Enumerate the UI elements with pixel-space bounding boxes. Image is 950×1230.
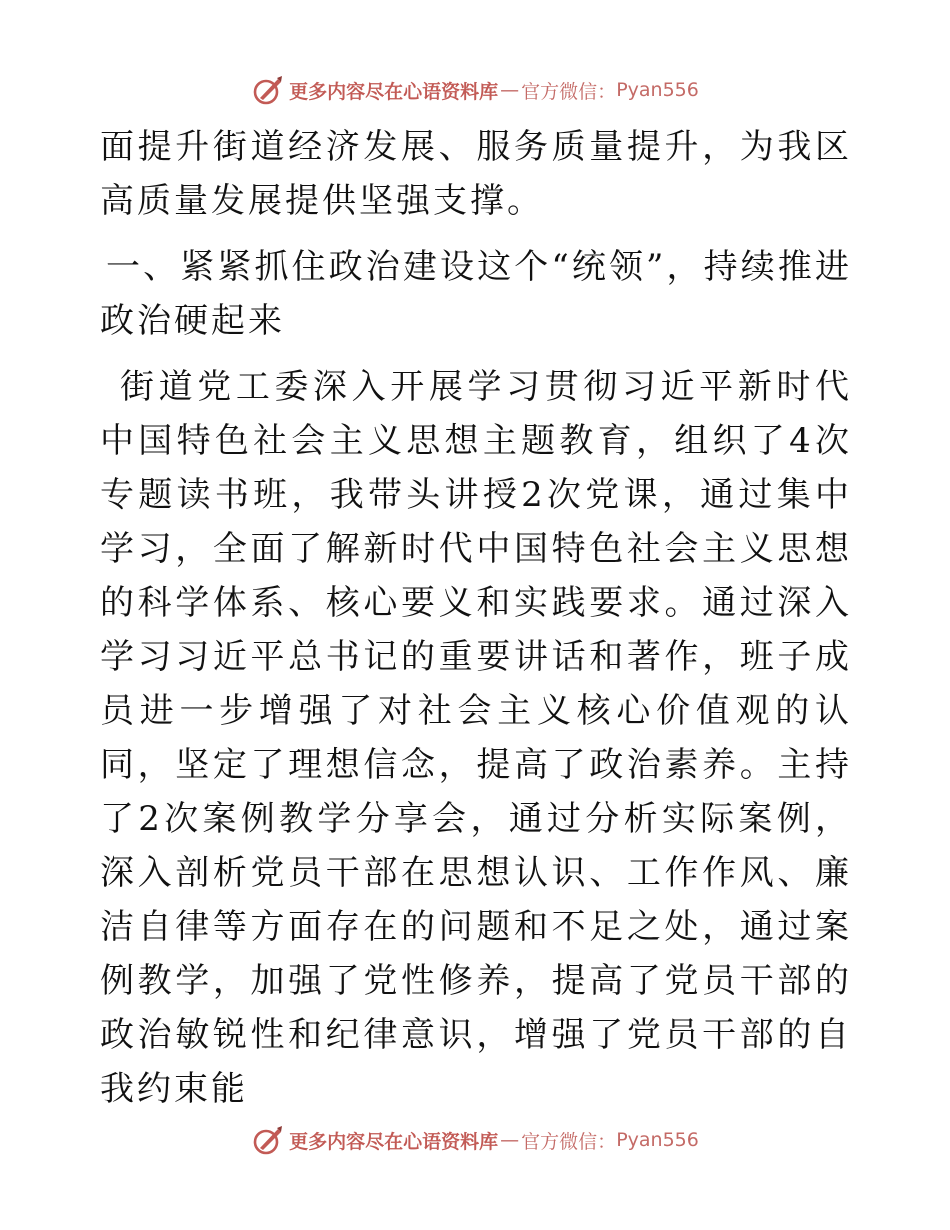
banner-wechat-label: 官方微信： bbox=[521, 80, 617, 103]
paragraph-body: 街道党工委深入开展学习贯彻习近平新时代中国特色社会主义思想主题教育，组织了4次专题读书班，我带头讲授2次党课，通过集中学习，全面了解新时代中国特色社会主义思想的科学体系、核心要义和实践要求。通过深入学习习近平总书记的重要讲话和著作，班子成员进一步增强了对社会主义核心价值观的认同，坚定了理想信念，提高了政治素养。主持了2次案例教学分享会，通过分析实际案例，深入剖析党员干部在思想认识、工作作风、廉洁自律等方面存在的问题和不足之处，通过案例教学，加强了党性修养，提高了党员干部的政治敏锐性和纪律意识，增强了党员干部的自我约束能 bbox=[100, 367, 852, 1109]
document-body bbox=[100, 120, 852, 1116]
quill-pen-icon bbox=[251, 1123, 285, 1157]
header-watermark bbox=[0, 70, 950, 110]
footer-watermark bbox=[0, 1120, 950, 1160]
quill-pen-icon bbox=[251, 73, 285, 107]
banner-account: Pyan556 bbox=[616, 79, 699, 101]
banner-account: Pyan556 bbox=[616, 1129, 699, 1151]
section-heading: 一、紧紧抓住政治建设这个“统领”，持续推进政治硬起来 bbox=[100, 247, 852, 341]
banner-main-text: 更多内容尽在心语资料库 bbox=[289, 80, 499, 103]
banner-main-text: 更多内容尽在心语资料库 bbox=[289, 1130, 499, 1153]
banner-wechat-label: 官方微信： bbox=[521, 1130, 617, 1153]
banner-dash: — bbox=[500, 79, 520, 101]
banner-dash: — bbox=[500, 1129, 520, 1151]
paragraph-continuation: 面提升街道经济发展、服务质量提升，为我区高质量发展提供坚强支撑。 bbox=[100, 127, 852, 221]
